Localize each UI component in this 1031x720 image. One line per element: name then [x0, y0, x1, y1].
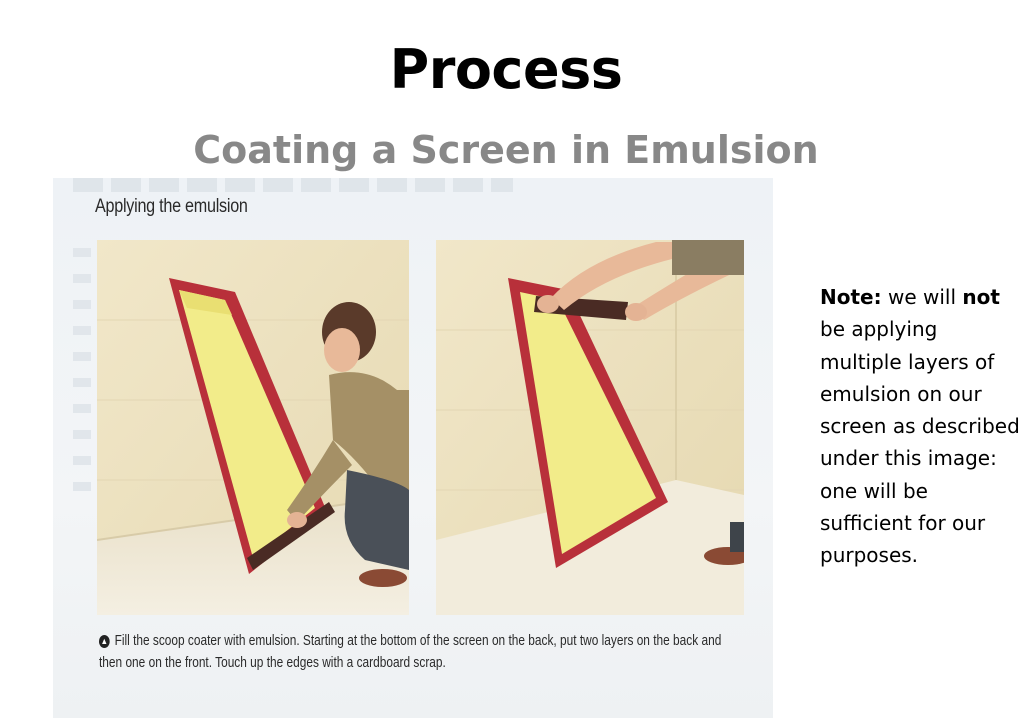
- photo-applying-bottom-illustration: [97, 240, 409, 615]
- note-text-part-2: be applying multiple layers of emulsion on our screen as described under this image: one will be sufficient for our purposes.: [820, 317, 1020, 568]
- photo-applying-bottom: [97, 240, 409, 615]
- scan-heading: Applying the emulsion: [95, 196, 248, 217]
- note-emphasis: not: [962, 285, 1000, 309]
- photo-applying-top-illustration: [436, 240, 744, 615]
- slide-subtitle: Coating a Screen in Emulsion: [193, 128, 819, 172]
- note-text-box: [820, 281, 1020, 572]
- photo-caption: [99, 630, 722, 674]
- bleed-through-margin: [73, 248, 91, 508]
- caption-text: Fill the scoop coater with emulsion. Starting at the bottom of the screen on the back, put two layers on the back and then one on the front. Touch up the edges with a cardboard scrap.: [99, 633, 722, 671]
- photo-applying-top: [436, 240, 744, 615]
- slide-title: Process: [389, 38, 623, 101]
- scanned-book-page: [53, 178, 773, 718]
- arrow-up-circle-icon: ▲: [100, 636, 108, 646]
- note-label: Note:: [820, 285, 882, 309]
- note-text-part-1: we will: [881, 285, 963, 309]
- bleed-through-text: [73, 178, 513, 192]
